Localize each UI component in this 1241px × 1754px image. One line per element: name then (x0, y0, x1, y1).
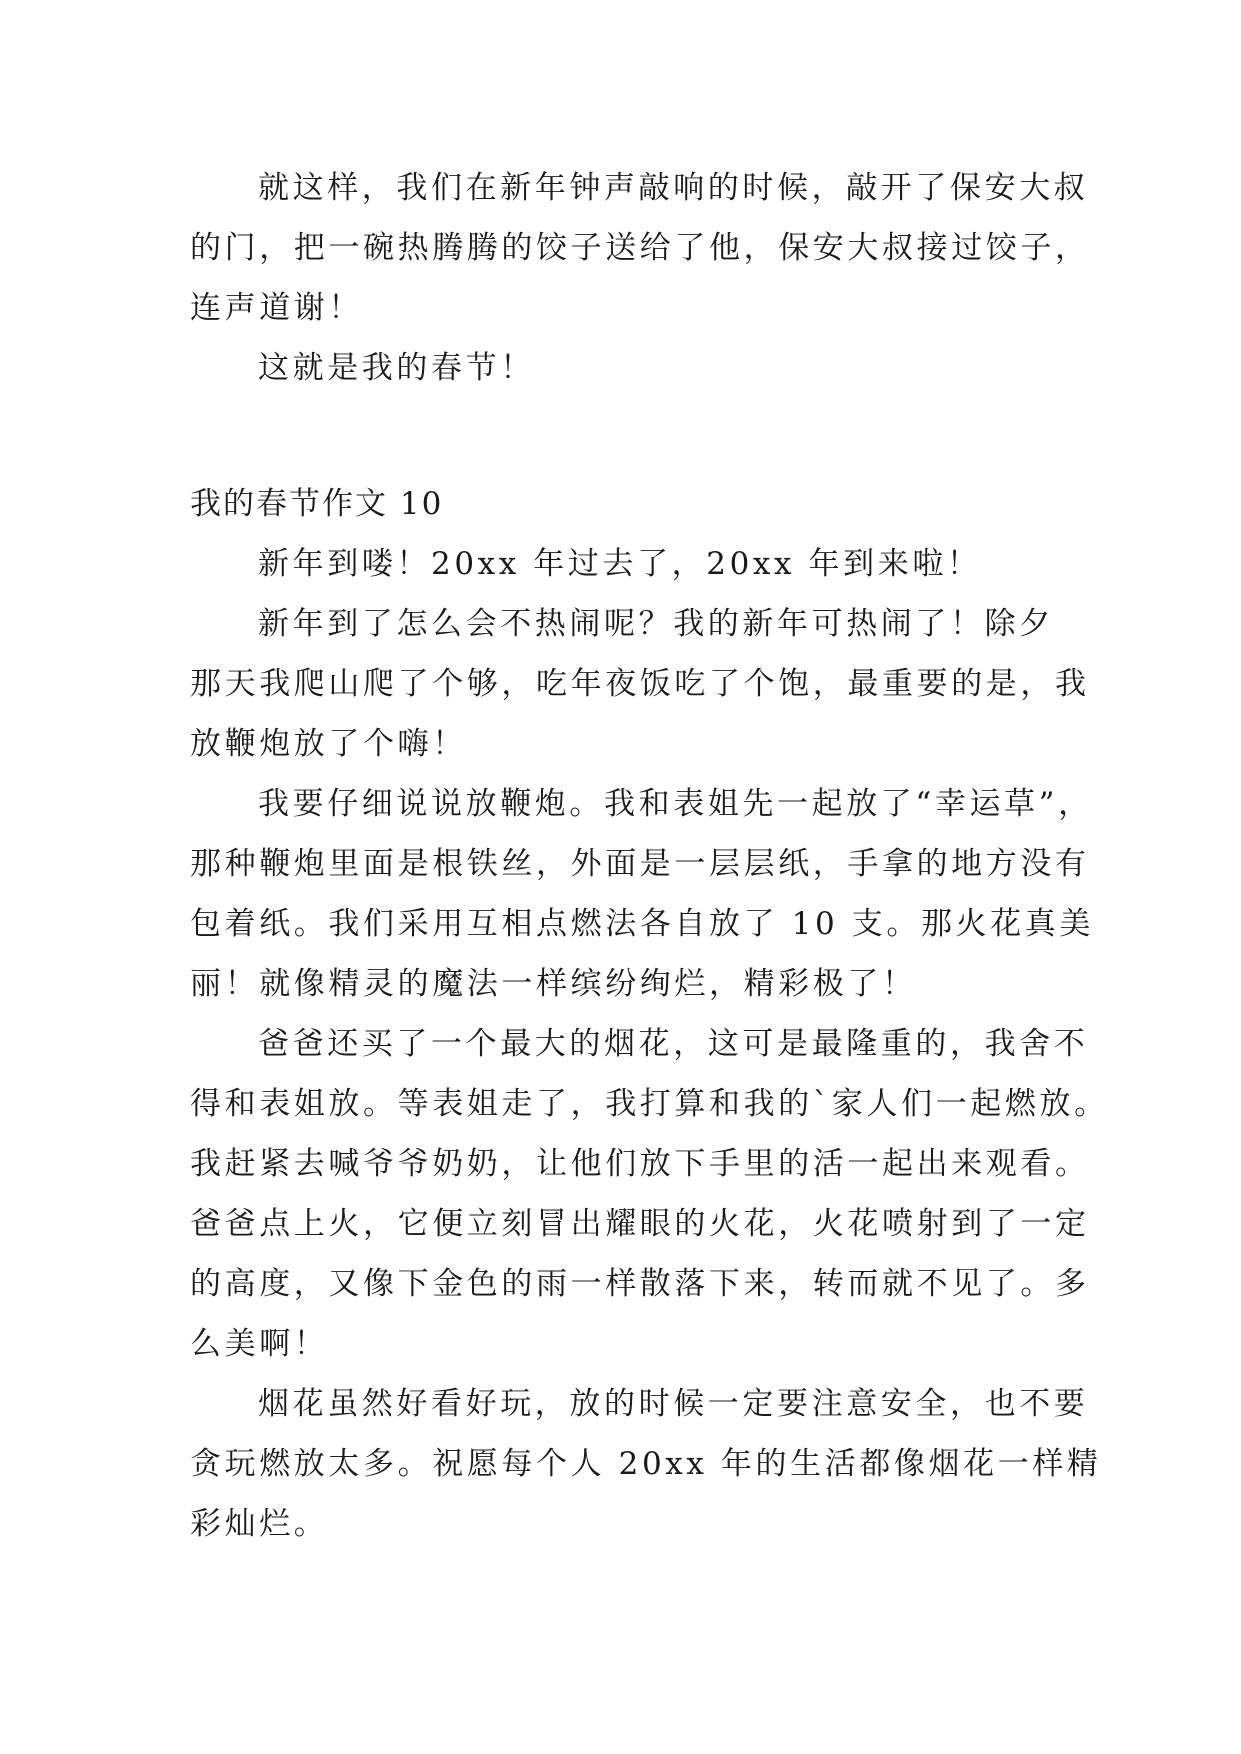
paragraph-line: 放鞭炮放了个嗨！ (190, 726, 467, 762)
paragraph-line: 包着纸。我们采用互相点燃法各自放了 10 支。那火花真美 (190, 906, 1094, 942)
paragraph-line: 那天我爬山爬了个够，吃年夜饭吃了个饱，最重要的是，我 (190, 666, 1090, 702)
document-body (190, 158, 1109, 1554)
paragraph-line: 新年到了怎么会不热闹呢？我的新年可热闹了！除夕 (258, 606, 1054, 642)
paragraph-line: 那种鞭炮里面是根铁丝，外面是一层层纸，手拿的地方没有 (190, 846, 1090, 882)
paragraph-line: 爸爸还买了一个最大的烟花，这可是最隆重的，我舍不 (258, 1026, 1089, 1062)
essay-heading: 我的春节作文 10 (190, 486, 444, 522)
paragraph-line: 我要仔细说说放鞭炮。我和表姐先一起放了“幸运草”， (258, 786, 1093, 822)
paragraph-line: 彩灿烂。 (190, 1506, 329, 1542)
paragraph-line: 我赶紧去喊爷爷奶奶，让他们放下手里的活一起出来观看。 (190, 1146, 1090, 1182)
paragraph-line: 贪玩燃放太多。祝愿每个人 20xx 年的生活都像烟花一样精 (190, 1446, 1102, 1482)
paragraph-line: 爸爸点上火，它便立刻冒出耀眼的火花，火花喷射到了一定 (190, 1206, 1090, 1242)
paragraph-line: 就这样，我们在新年钟声敲响的时候，敲开了保安大叔 (258, 170, 1089, 206)
paragraph-line: 的门，把一碗热腾腾的饺子送给了他，保安大叔接过饺子， (190, 230, 1090, 266)
paragraph-line: 这就是我的春节！ (258, 350, 535, 386)
section-gap (190, 398, 1070, 474)
paragraph-line: 么美啊！ (190, 1326, 329, 1362)
paragraph-line: 得和表姐放。等表姐走了，我打算和我的`家人们一起燃放。 (190, 1086, 1109, 1122)
paragraph-line: 烟花虽然好看好玩，放的时候一定要注意安全，也不要 (258, 1386, 1089, 1422)
paragraph-line: 丽！就像精灵的魔法一样缤纷绚烂，精彩极了！ (190, 966, 917, 1002)
paragraph-line: 的高度，又像下金色的雨一样散落下来，转而就不见了。多 (190, 1266, 1090, 1302)
paragraph-line: 连声道谢！ (190, 290, 363, 326)
paragraph-line: 新年到喽！20xx 年过去了，20xx 年到来啦！ (258, 546, 982, 582)
